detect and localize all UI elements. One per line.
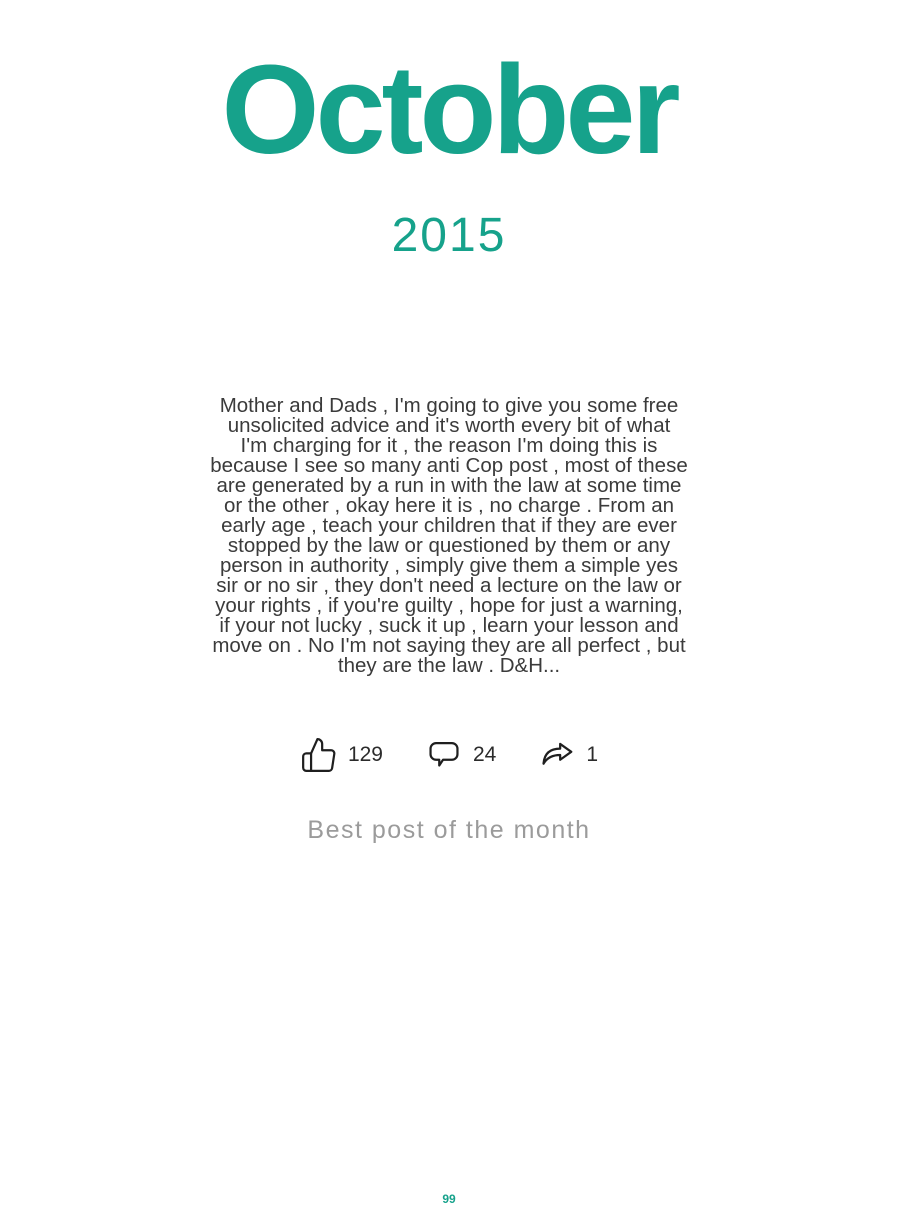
year-subtitle: 2015 (391, 208, 507, 262)
month-title: October (221, 39, 677, 180)
post-text-line: because I see so many anti Cop post , most of these (210, 453, 688, 477)
likes-count: 129 (347, 742, 383, 766)
post-stats (0, 736, 898, 774)
post-text-line: Mother and Dads , I'm going to give you some free (219, 393, 679, 417)
shares-stat (538, 736, 598, 774)
post-text-line: stopped by the law or questioned by them or any (227, 533, 671, 557)
thumbs-up-icon (300, 736, 338, 774)
comments-count: 24 (473, 742, 497, 766)
likes-stat (300, 736, 383, 774)
best-post-caption: Best post of the month (307, 815, 591, 844)
post-text-line: move on . No I'm not saying they are all perfect , but (212, 633, 686, 657)
post-text-line: they are the law . D&H... (337, 653, 561, 677)
post-text-line: your rights , if you're guilty , hope for just a warning, (215, 593, 683, 617)
page-number: 99 (442, 1192, 456, 1206)
post-text-line: I'm charging for it , the reason I'm doing this is (240, 433, 658, 457)
post-text-line: unsolicited advice and it's worth every bit of what (227, 413, 671, 437)
post-text-line: or the other , okay here it is , no charge . From an (223, 493, 675, 517)
share-icon (538, 736, 576, 774)
comments-stat (425, 736, 496, 774)
post-text-line: early age , teach your children that if they are ever (221, 513, 677, 537)
post-text-line: are generated by a run in with the law at some time (216, 473, 682, 497)
comment-icon (425, 736, 463, 774)
post-text-line: sir or no sir , they don't need a lecture on the law or (216, 573, 682, 597)
post-text (0, 393, 898, 677)
post-text-line: person in authority , simply give them a simple yes (219, 553, 679, 577)
shares-count: 1 (586, 742, 599, 766)
post-text-line: if your not lucky , suck it up , learn your lesson and (219, 613, 679, 637)
